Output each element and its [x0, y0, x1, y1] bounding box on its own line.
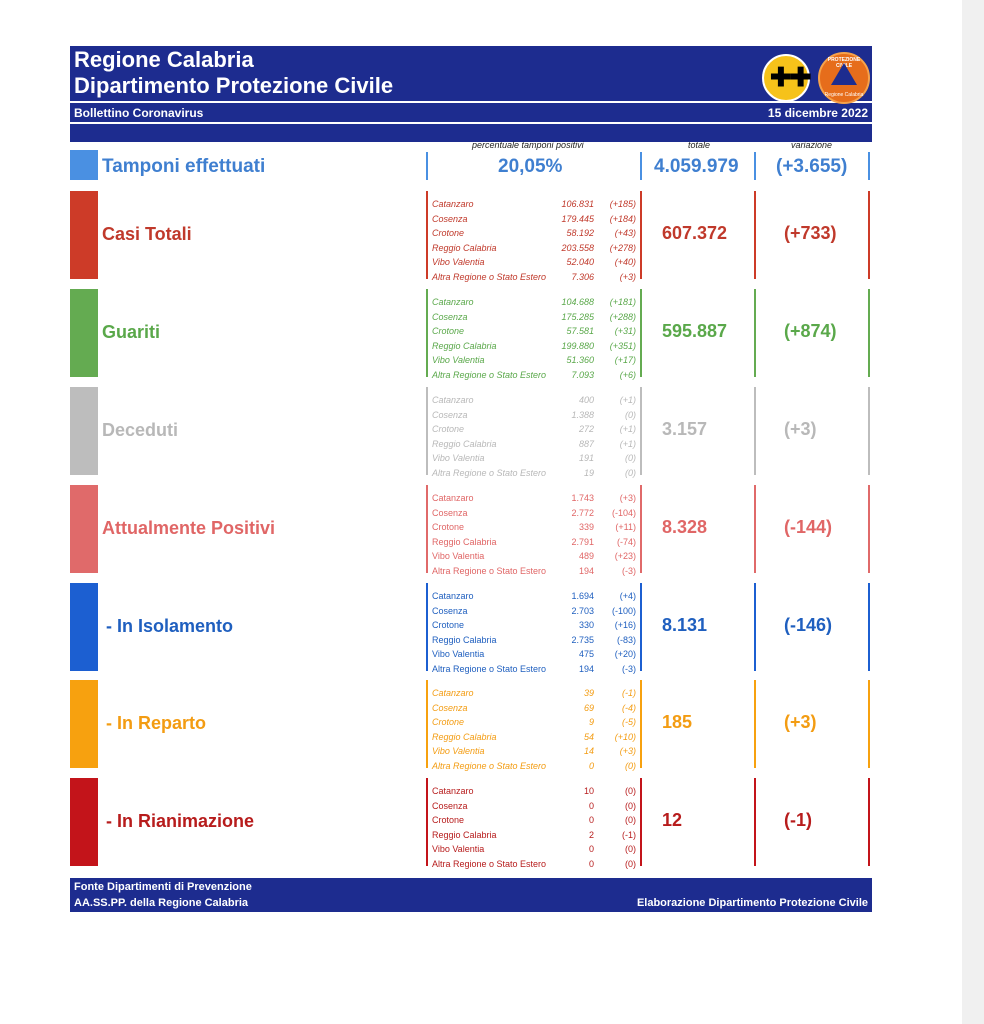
footer-banner — [70, 878, 872, 912]
province-name: Cosenza — [432, 507, 468, 518]
province-diff: (+181) — [609, 297, 636, 307]
province-row — [432, 549, 640, 563]
province-value: 272 — [578, 424, 594, 434]
province-value: 0 — [588, 844, 594, 854]
province-diff: (+10) — [614, 731, 636, 742]
province-value: 10 — [583, 786, 594, 796]
province-name: Altra Regione o Stato Estero — [432, 467, 547, 478]
province-value: 330 — [578, 620, 594, 630]
province-value: 887 — [578, 438, 594, 449]
province-value: 2.791 — [571, 536, 594, 547]
section-label: - In Rianimazione — [106, 811, 255, 831]
province-name: Reggio Calabria — [432, 731, 497, 742]
column-divider — [754, 191, 756, 279]
province-diff: (+17) — [614, 355, 636, 365]
province-list — [426, 778, 640, 869]
province-row — [432, 324, 640, 338]
province-row — [432, 197, 640, 211]
province-row — [432, 535, 640, 549]
province-name: Crotone — [432, 620, 465, 630]
column-divider — [426, 680, 428, 768]
province-row — [432, 226, 640, 240]
province-name: Reggio Calabria — [432, 829, 497, 840]
province-value: 58.192 — [566, 228, 594, 238]
tamponi-pct: 20,05% — [498, 156, 563, 177]
column-divider — [640, 778, 642, 866]
province-name: Vibo Valentia — [432, 453, 485, 463]
column-divider — [868, 289, 870, 377]
section-label: Guariti — [102, 322, 161, 342]
column-divider — [426, 778, 428, 866]
province-value: 175.285 — [561, 311, 594, 322]
province-value: 19 — [583, 467, 594, 478]
province-row — [432, 212, 640, 226]
province-name: Altra Regione o Stato Estero — [432, 858, 547, 869]
province-row — [432, 466, 640, 480]
province-value: 51.360 — [566, 355, 594, 365]
section-total: 185 — [662, 712, 693, 732]
province-name: Cosenza — [432, 409, 468, 420]
province-value: 179.445 — [561, 213, 594, 224]
civil-protection-logo-icon: PROTEZIONE CIVILE Regione Calabria — [818, 52, 870, 104]
province-diff: (+4) — [619, 591, 636, 601]
province-row — [432, 241, 640, 255]
province-row — [432, 368, 640, 382]
province-value: 2.735 — [571, 634, 594, 645]
province-row — [432, 701, 640, 715]
tamponi-label: Tamponi effettuati — [102, 156, 266, 177]
province-diff: (-4) — [622, 702, 636, 713]
column-divider — [868, 778, 870, 866]
province-diff: (-1) — [622, 829, 636, 840]
province-diff: (0) — [625, 815, 636, 825]
province-list — [426, 680, 640, 771]
bulletin-subtitle: Bollettino Coronavirus — [74, 106, 204, 120]
province-row — [432, 842, 640, 856]
section-total: 8.328 — [662, 517, 708, 537]
province-value: 2.703 — [571, 605, 594, 616]
province-diff: (+31) — [614, 326, 636, 336]
province-name: Cosenza — [432, 702, 468, 713]
province-name: Reggio Calabria — [432, 634, 497, 645]
column-divider — [640, 680, 642, 768]
section-total: 3.157 — [662, 419, 708, 439]
province-value: 7.306 — [571, 271, 594, 282]
section-total: 12 — [662, 810, 683, 830]
province-value: 2 — [588, 829, 594, 840]
province-diff: (0) — [625, 786, 636, 796]
province-name: Crotone — [432, 228, 465, 238]
column-divider — [426, 583, 428, 671]
province-diff: (+1) — [619, 424, 636, 434]
province-diff: (+184) — [609, 213, 636, 224]
province-name: Vibo Valentia — [432, 746, 485, 756]
province-row — [432, 784, 640, 798]
province-diff: (0) — [625, 858, 636, 869]
province-name: Catanzaro — [432, 688, 474, 698]
province-value: 14 — [583, 746, 594, 756]
region-crest-icon: ✚✚ — [762, 54, 810, 102]
province-row — [432, 506, 640, 520]
province-value: 194 — [578, 663, 594, 674]
province-value: 57.581 — [566, 326, 594, 336]
province-name: Crotone — [432, 717, 465, 727]
section-variation: (+733) — [784, 223, 837, 243]
section-6 — [70, 778, 872, 869]
footer-source: Fonte Dipartimenti di Prevenzione — [74, 881, 252, 893]
column-divider — [868, 583, 870, 671]
section-color-box — [70, 583, 98, 671]
province-name: Catanzaro — [432, 591, 474, 601]
section-3 — [70, 485, 872, 576]
province-name: Cosenza — [432, 605, 468, 616]
column-divider — [754, 387, 756, 475]
column-divider — [754, 778, 756, 866]
province-value: 339 — [578, 522, 594, 532]
section-variation: (-146) — [784, 615, 833, 635]
footer-source-2: AA.SS.PP. della Regione Calabria — [74, 897, 249, 909]
province-value: 1.694 — [571, 591, 594, 601]
province-value: 39 — [583, 688, 594, 698]
province-diff: (-3) — [622, 565, 636, 576]
province-row — [432, 451, 640, 465]
province-list — [426, 289, 640, 380]
province-diff: (+43) — [614, 228, 636, 238]
tamponi-row — [70, 150, 872, 184]
section-color-box — [70, 680, 98, 768]
province-name: Cosenza — [432, 311, 468, 322]
col-variation-header: variazione — [791, 140, 833, 150]
column-divider — [640, 485, 642, 573]
column-divider — [754, 680, 756, 768]
province-name: Altra Regione o Stato Estero — [432, 369, 547, 380]
province-name: Altra Regione o Stato Estero — [432, 271, 547, 282]
column-divider — [868, 191, 870, 279]
province-row — [432, 813, 640, 827]
column-divider — [640, 191, 642, 279]
province-row — [432, 393, 640, 407]
province-row — [432, 491, 640, 505]
province-diff: (-1) — [622, 688, 636, 698]
province-diff: (0) — [625, 409, 636, 420]
province-name: Altra Regione o Stato Estero — [432, 760, 547, 771]
province-diff: (+288) — [609, 311, 636, 322]
bulletin-date: 15 dicembre 2022 — [767, 106, 868, 120]
section-color-box — [70, 289, 98, 377]
province-row — [432, 618, 640, 632]
province-name: Crotone — [432, 424, 465, 434]
section-label: Attualmente Positivi — [102, 518, 276, 538]
province-list — [426, 191, 640, 282]
province-row — [432, 744, 640, 758]
province-diff: (+351) — [609, 340, 636, 351]
province-name: Catanzaro — [432, 395, 474, 405]
section-2 — [70, 387, 872, 478]
section-variation: (+874) — [784, 321, 837, 341]
province-value: 0 — [588, 815, 594, 825]
section-variation: (-144) — [784, 517, 833, 537]
province-name: Altra Regione o Stato Estero — [432, 663, 547, 674]
province-value: 1.388 — [571, 409, 594, 420]
province-value: 52.040 — [566, 257, 594, 267]
province-row — [432, 310, 640, 324]
province-row — [432, 604, 640, 618]
province-diff: (0) — [625, 453, 636, 463]
column-divider — [868, 387, 870, 475]
section-total: 8.131 — [662, 615, 708, 635]
province-name: Vibo Valentia — [432, 257, 485, 267]
column-divider — [754, 485, 756, 573]
province-diff: (0) — [625, 800, 636, 811]
province-diff: (+20) — [614, 649, 636, 659]
province-row — [432, 799, 640, 813]
province-name: Cosenza — [432, 800, 468, 811]
section-total: 607.372 — [662, 223, 728, 243]
province-diff: (+3) — [619, 271, 636, 282]
column-divider — [640, 289, 642, 377]
section-color-box — [70, 387, 98, 475]
tamponi-color-box — [70, 150, 98, 180]
province-value: 400 — [578, 395, 594, 405]
province-diff: (0) — [625, 760, 636, 771]
province-name: Reggio Calabria — [432, 242, 497, 253]
province-row — [432, 589, 640, 603]
province-value: 475 — [578, 649, 594, 659]
province-row — [432, 422, 640, 436]
section-label: - In Reparto — [106, 713, 207, 733]
column-divider — [868, 680, 870, 768]
province-name: Crotone — [432, 326, 465, 336]
header-divider — [70, 101, 872, 103]
province-diff: (+40) — [614, 257, 636, 267]
province-value: 104.688 — [561, 297, 594, 307]
col-total-header: totale — [688, 140, 711, 150]
province-row — [432, 715, 640, 729]
province-row — [432, 686, 640, 700]
province-name: Vibo Valentia — [432, 649, 485, 659]
province-row — [432, 759, 640, 773]
province-diff: (+1) — [619, 395, 636, 405]
province-row — [432, 408, 640, 422]
province-row — [432, 270, 640, 284]
province-row — [432, 295, 640, 309]
province-row — [432, 564, 640, 578]
province-name: Vibo Valentia — [432, 355, 485, 365]
province-name: Reggio Calabria — [432, 438, 497, 449]
province-diff: (+3) — [619, 493, 636, 503]
province-diff: (+16) — [614, 620, 636, 630]
section-variation: (+3) — [784, 712, 817, 732]
province-value: 2.772 — [571, 507, 594, 518]
province-name: Catanzaro — [432, 493, 474, 503]
province-value: 0 — [588, 800, 594, 811]
section-color-box — [70, 485, 98, 573]
province-row — [432, 353, 640, 367]
province-name: Reggio Calabria — [432, 536, 497, 547]
province-list — [426, 387, 640, 478]
province-row — [432, 662, 640, 676]
tamponi-total: 4.059.979 — [654, 156, 739, 177]
section-variation: (-1) — [784, 810, 812, 830]
side-panel — [962, 0, 984, 1024]
region-title: Regione Calabria — [74, 47, 254, 72]
province-value: 194 — [578, 565, 594, 576]
province-diff: (+278) — [609, 242, 636, 253]
column-divider — [640, 583, 642, 671]
province-list — [426, 583, 640, 674]
province-diff: (-5) — [622, 717, 636, 727]
section-label: Deceduti — [102, 420, 179, 440]
section-variation: (+3) — [784, 419, 817, 439]
column-divider — [426, 485, 428, 573]
province-name: Altra Regione o Stato Estero — [432, 565, 547, 576]
province-value: 0 — [588, 760, 594, 771]
province-diff: (-74) — [616, 536, 636, 547]
province-diff: (+185) — [609, 199, 636, 209]
province-name: Reggio Calabria — [432, 340, 497, 351]
column-divider — [426, 289, 428, 377]
province-row — [432, 255, 640, 269]
column-divider — [754, 289, 756, 377]
province-diff: (0) — [625, 844, 636, 854]
province-diff: (-3) — [622, 663, 636, 674]
province-row — [432, 647, 640, 661]
province-value: 191 — [578, 453, 594, 463]
section-color-box — [70, 778, 98, 866]
province-value: 54 — [583, 731, 594, 742]
province-row — [432, 633, 640, 647]
province-diff: (-104) — [611, 507, 636, 518]
header-banner — [70, 46, 872, 142]
province-list — [426, 485, 640, 576]
province-diff: (+11) — [615, 522, 636, 532]
province-diff: (+6) — [619, 369, 636, 380]
province-value: 203.558 — [561, 242, 594, 253]
footer-credit: Elaborazione Dipartimento Protezione Civile — [636, 897, 868, 909]
section-label: - In Isolamento — [106, 616, 234, 636]
province-name: Catanzaro — [432, 199, 474, 209]
section-1 — [70, 289, 872, 380]
province-name: Vibo Valentia — [432, 844, 485, 854]
tamponi-variation: (+3.655) — [776, 156, 848, 177]
section-4 — [70, 583, 872, 674]
province-value: 7.093 — [571, 369, 594, 380]
column-divider — [426, 191, 428, 279]
column-divider — [754, 583, 756, 671]
col-pct-header: percentuale tamponi positivi — [472, 140, 584, 150]
province-row — [432, 520, 640, 534]
section-total: 595.887 — [662, 321, 728, 341]
province-name: Vibo Valentia — [432, 551, 485, 561]
province-value: 69 — [583, 702, 594, 713]
column-divider — [640, 387, 642, 475]
province-diff: (-100) — [611, 605, 636, 616]
province-value: 489 — [578, 551, 594, 561]
province-name: Catanzaro — [432, 786, 474, 796]
column-divider — [868, 485, 870, 573]
province-value: 199.880 — [561, 340, 594, 351]
province-row — [432, 828, 640, 842]
section-5 — [70, 680, 872, 771]
province-value: 9 — [588, 717, 594, 727]
province-name: Catanzaro — [432, 297, 474, 307]
province-diff: (+1) — [619, 438, 636, 449]
section-color-box — [70, 191, 98, 279]
province-row — [432, 437, 640, 451]
province-diff: (+23) — [614, 551, 636, 561]
province-row — [432, 730, 640, 744]
province-diff: (-83) — [616, 634, 636, 645]
province-diff: (+3) — [619, 746, 636, 756]
province-value: 1.743 — [571, 493, 594, 503]
province-name: Crotone — [432, 522, 465, 532]
section-label: Casi Totali — [102, 224, 192, 244]
province-row — [432, 339, 640, 353]
province-value: 0 — [588, 858, 594, 869]
province-name: Cosenza — [432, 213, 468, 224]
province-row — [432, 857, 640, 871]
province-value: 106.831 — [561, 199, 594, 209]
province-name: Crotone — [432, 815, 465, 825]
department-title: Dipartimento Protezione Civile — [74, 73, 394, 98]
header-divider-2 — [70, 122, 872, 124]
section-0 — [70, 191, 872, 282]
province-diff: (0) — [625, 467, 636, 478]
column-divider — [426, 387, 428, 475]
